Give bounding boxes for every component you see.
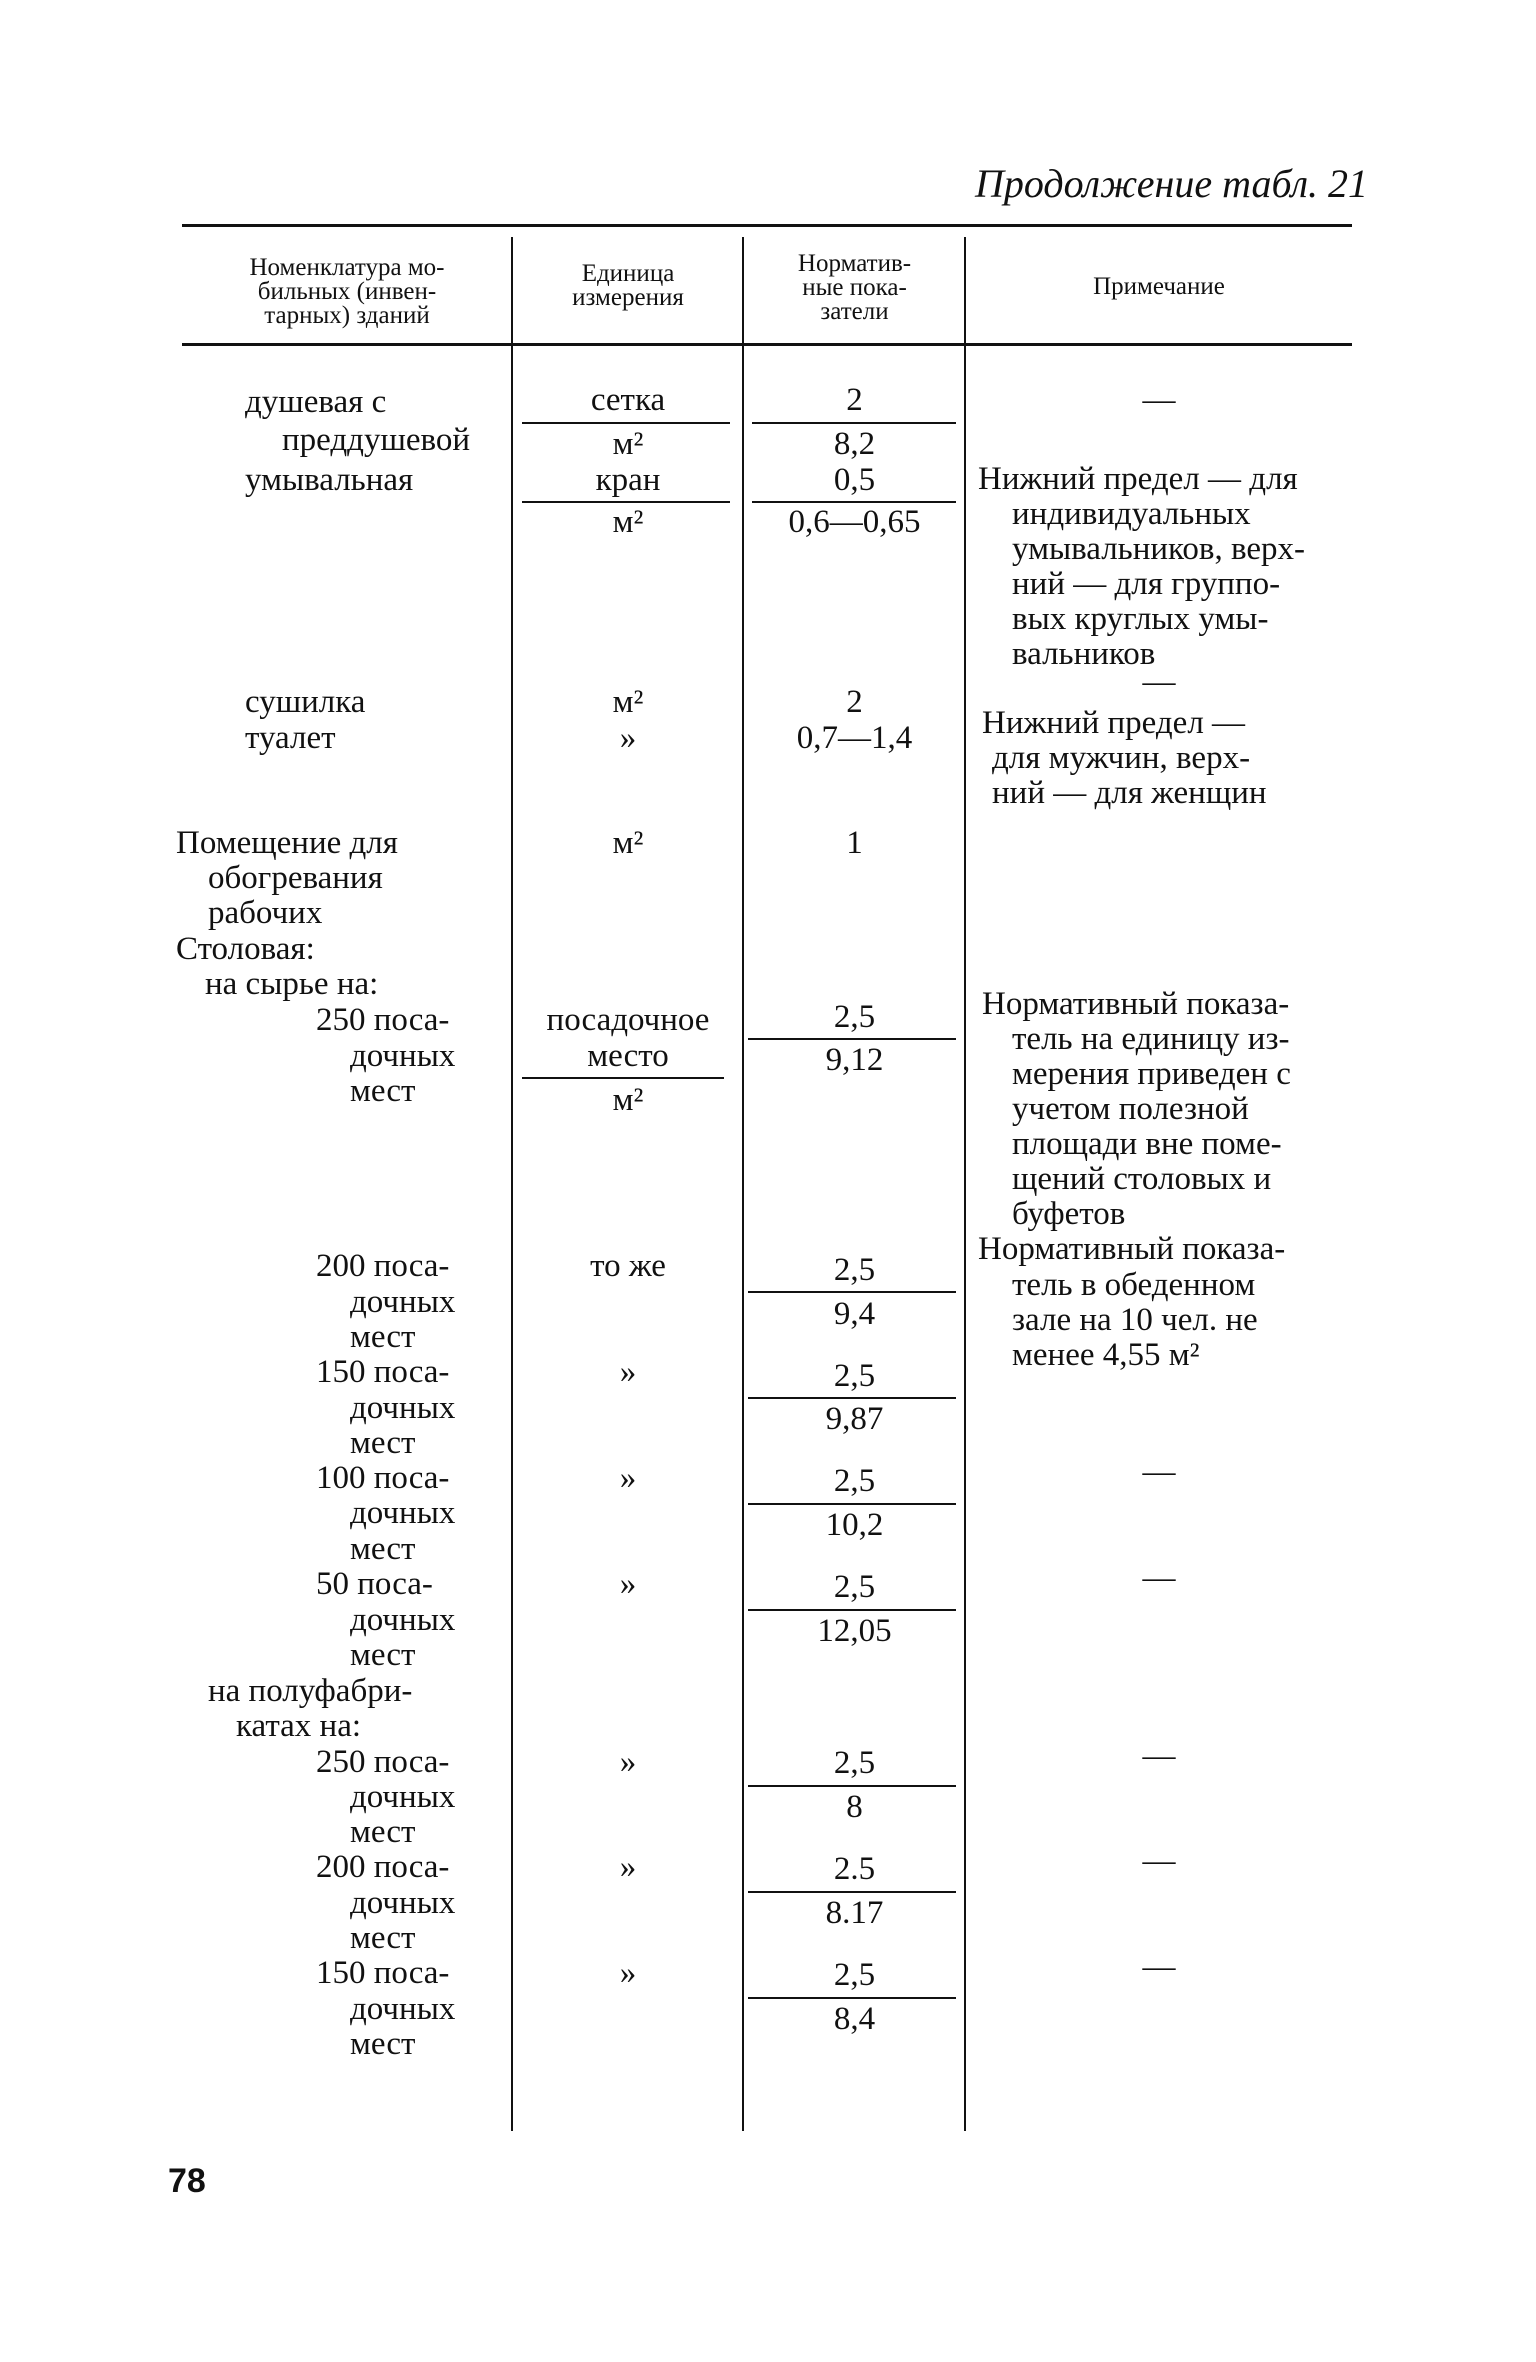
header-cell-unit: Единица измерения [572, 260, 684, 311]
unit-cell: » [619, 1460, 637, 1496]
note-line: менее 4,55 м² [1012, 1337, 1200, 1373]
page-number: 78 [168, 2162, 206, 2200]
unit-cell: » [619, 1849, 637, 1885]
note-dash: — [1142, 664, 1176, 700]
nomenclature-line: преддушевой [282, 422, 471, 458]
nomenclature-line: 250 поса- [316, 1744, 450, 1780]
norm-cell: 2,5 [833, 1745, 876, 1781]
norm-cell: 2,5 [833, 1252, 876, 1288]
header-cell-nomenclature: Номенклатура мо- бильных (инвен- тарных) зданий [249, 254, 445, 329]
note-dash: — [1142, 1843, 1176, 1879]
unit-fraction-rule [522, 501, 730, 503]
header-bottom-rule [182, 343, 1352, 346]
norm-cell: 0,6—0,65 [788, 504, 921, 540]
note-line: ний — для женщин [992, 775, 1267, 811]
note-dash: — [1142, 1560, 1176, 1596]
nomenclature-line: обогревания [208, 860, 383, 896]
header-top-rule [182, 224, 1352, 227]
note-line: вых круглых умы- [1012, 601, 1269, 637]
note-dash: — [1142, 382, 1176, 418]
norm-fraction-rule [748, 1891, 956, 1893]
nomenclature-line: 250 поса- [316, 1002, 450, 1038]
unit-cell: кран [595, 462, 661, 498]
nomenclature-line: Столовая: [176, 931, 315, 967]
note-line: щений столовых и [1012, 1161, 1272, 1197]
note-dash: — [1142, 1949, 1176, 1985]
nomenclature-line: душевая с [245, 384, 387, 420]
nomenclature-line: 50 поса- [316, 1566, 433, 1602]
nomenclature-line: дочных [350, 1991, 456, 2027]
norm-cell: 8 [846, 1789, 863, 1825]
norm-cell: 2.5 [833, 1851, 876, 1887]
nomenclature-line: дочных [350, 1390, 456, 1426]
unit-cell: м² [612, 825, 644, 861]
unit-cell: » [619, 1566, 637, 1602]
norm-cell: 2 [846, 684, 863, 720]
nomenclature-line: дочных [350, 1602, 456, 1638]
norm-cell: 2,5 [833, 999, 876, 1035]
nomenclature-line: дочных [350, 1495, 456, 1531]
norm-fraction-rule [748, 1997, 956, 1999]
nomenclature-line: мест [350, 1920, 416, 1956]
norm-fraction-rule [748, 1785, 956, 1787]
nomenclature-line: на сырье на: [205, 966, 379, 1002]
nomenclature-line: 200 поса- [316, 1248, 450, 1284]
unit-cell: » [619, 1955, 637, 1991]
note-line: тель в обеденном [1012, 1267, 1256, 1303]
nomenclature-line: умывальная [245, 462, 414, 498]
nomenclature-line: катах на: [236, 1708, 362, 1744]
unit-cell: м² [612, 426, 644, 462]
note-line: учетом полезной [1012, 1091, 1249, 1127]
norm-cell: 2 [846, 382, 863, 418]
norm-cell: 0,7—1,4 [796, 720, 913, 756]
note-line: вальников [1012, 636, 1156, 672]
norm-cell: 2,5 [833, 1569, 876, 1605]
nomenclature-line: 150 поса- [316, 1354, 450, 1390]
unit-cell: м² [612, 1082, 644, 1118]
note-line: Нормативный показа- [982, 986, 1290, 1022]
norm-cell: 1 [846, 825, 863, 861]
unit-fraction-rule [522, 1077, 724, 1079]
norm-fraction-rule [748, 1609, 956, 1611]
nomenclature-line: туалет [245, 720, 336, 756]
nomenclature-line: мест [350, 2026, 416, 2062]
note-line: индивидуальных [1012, 496, 1251, 532]
unit-cell: то же [590, 1248, 666, 1284]
norm-fraction-rule [748, 1397, 956, 1399]
unit-cell: посадочное [546, 1002, 710, 1038]
nomenclature-line: мест [350, 1814, 416, 1850]
norm-cell: 12,05 [817, 1613, 892, 1649]
nomenclature-line: рабочих [208, 895, 323, 931]
norm-cell: 10,2 [825, 1507, 884, 1543]
norm-cell: 9,4 [833, 1296, 876, 1332]
note-dash: — [1142, 1738, 1176, 1774]
norm-cell: 8,2 [833, 426, 876, 462]
norm-cell: 8,4 [833, 2001, 876, 2037]
note-line: умывальников, верх- [1012, 531, 1306, 567]
unit-cell: м² [612, 504, 644, 540]
note-line: зале на 10 чел. не [1012, 1302, 1258, 1338]
norm-fraction-rule [748, 1291, 956, 1293]
nomenclature-line: дочных [350, 1038, 456, 1074]
unit-cell: » [619, 720, 637, 756]
header-cell-norm: Норматив- ные пока- затели [797, 250, 912, 325]
norm-fraction-rule [752, 422, 956, 424]
note-line: ний — для группо- [1012, 566, 1281, 602]
note-line: площади вне поме- [1012, 1126, 1282, 1162]
nomenclature-line: дочных [350, 1284, 456, 1320]
nomenclature-line: 100 поса- [316, 1460, 450, 1496]
note-line: Нижний предел — для [978, 461, 1298, 497]
note-line: для мужчин, верх- [992, 740, 1251, 776]
nomenclature-line: мест [350, 1425, 416, 1461]
nomenclature-line: дочных [350, 1885, 456, 1921]
norm-cell: 0,5 [833, 462, 876, 498]
note-line: Нормативный показа- [978, 1231, 1286, 1267]
nomenclature-line: сушилка [245, 684, 366, 720]
nomenclature-line: мест [350, 1637, 416, 1673]
nomenclature-line: Помещение для [176, 825, 398, 861]
norm-cell: 2,5 [833, 1957, 876, 1993]
norm-cell: 9,12 [825, 1042, 884, 1078]
norm-cell: 2,5 [833, 1463, 876, 1499]
note-line: мерения приведен с [1012, 1056, 1291, 1092]
nomenclature-line: мест [350, 1531, 416, 1567]
table-caption: Продолжение табл. 21 [975, 161, 1369, 206]
note-line: тель на единицу из- [1012, 1021, 1290, 1057]
norm-fraction-rule [748, 1503, 956, 1505]
header-cell-note: Примечание [1093, 273, 1225, 300]
unit-cell: место [587, 1038, 669, 1074]
norm-cell: 9,87 [825, 1401, 884, 1437]
nomenclature-line: 150 поса- [316, 1955, 450, 1991]
nomenclature-line: 200 поса- [316, 1849, 450, 1885]
norm-fraction-rule [748, 1038, 956, 1040]
unit-cell: сетка [590, 382, 666, 418]
unit-cell: » [619, 1744, 637, 1780]
nomenclature-line: мест [350, 1319, 416, 1355]
unit-cell: м² [612, 684, 644, 720]
nomenclature-line: мест [350, 1073, 416, 1109]
norm-cell: 8.17 [825, 1895, 884, 1931]
nomenclature-line: дочных [350, 1779, 456, 1815]
unit-fraction-rule [522, 422, 730, 424]
note-dash: — [1142, 1454, 1176, 1490]
nomenclature-line: на полуфабри- [208, 1673, 413, 1709]
note-line: Нижний предел — [982, 705, 1246, 741]
note-line: буфетов [1012, 1196, 1126, 1232]
norm-cell: 2,5 [833, 1358, 876, 1394]
norm-fraction-rule [752, 501, 956, 503]
unit-cell: » [619, 1354, 637, 1390]
